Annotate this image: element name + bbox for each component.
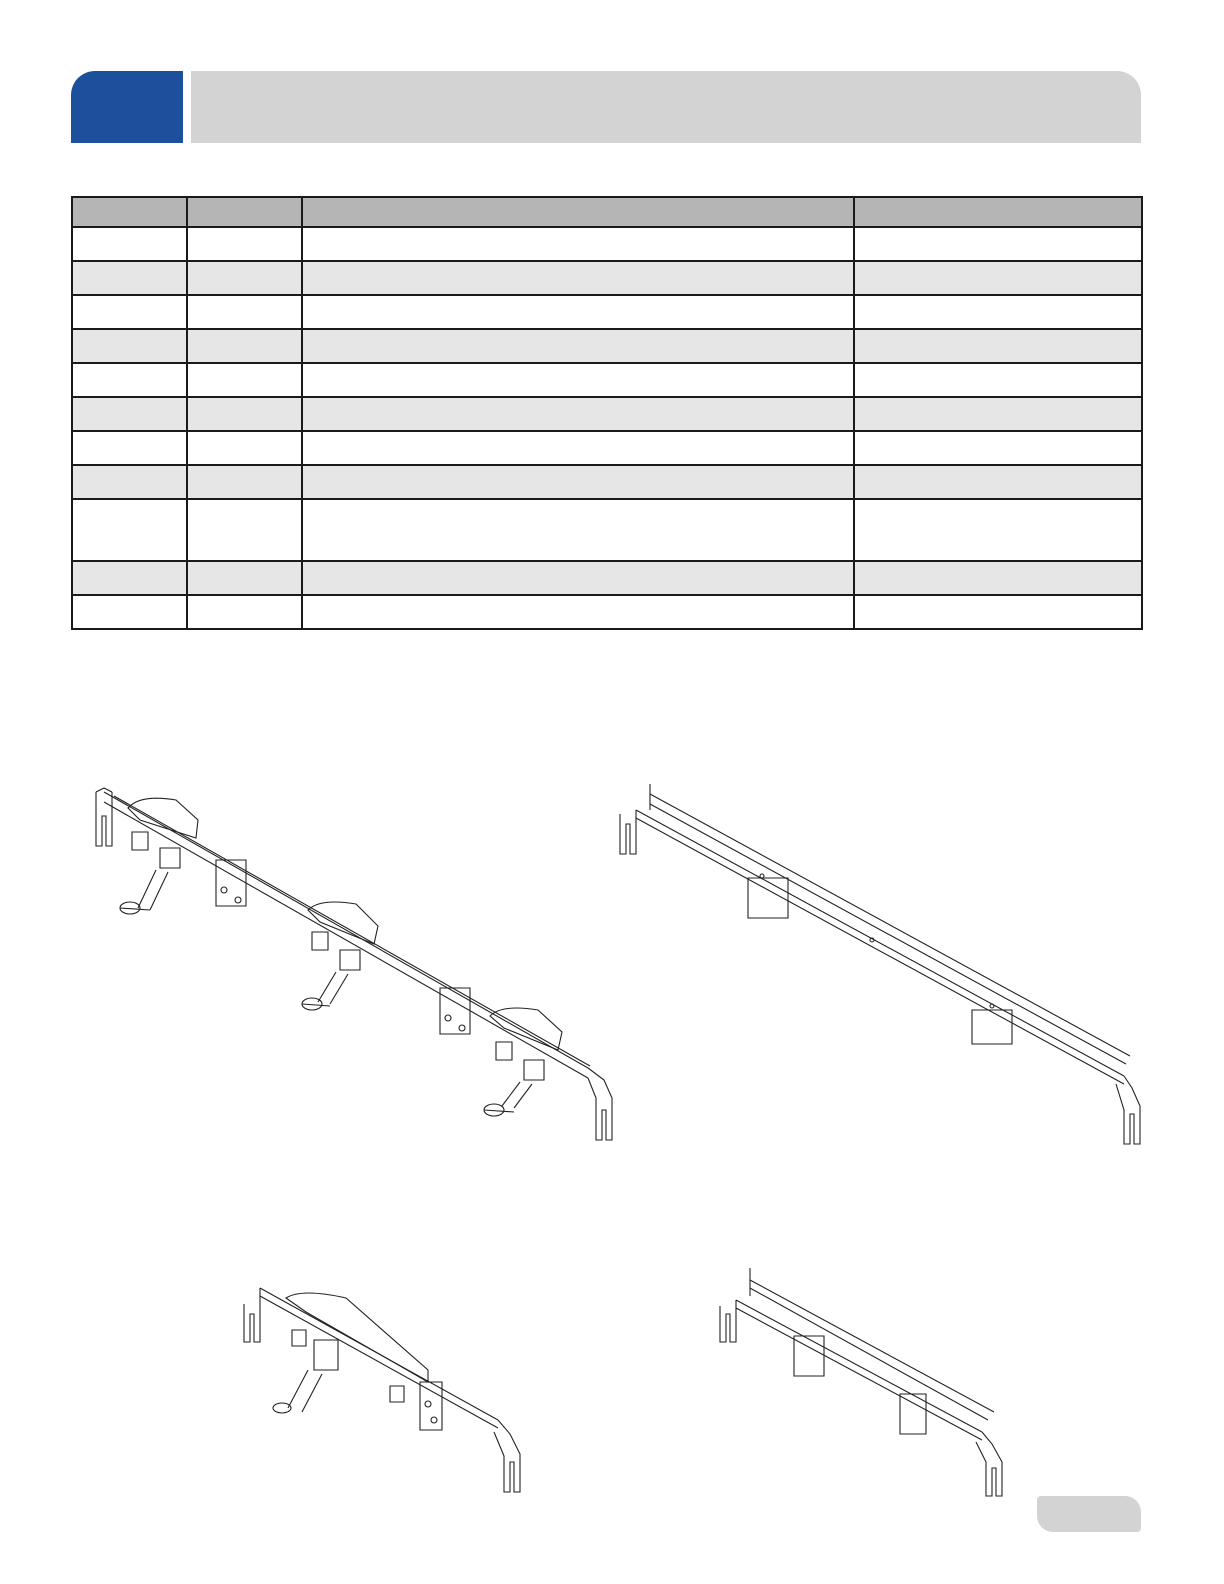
table-cell bbox=[302, 595, 854, 629]
table-cell bbox=[854, 561, 1142, 595]
table-cell bbox=[302, 329, 854, 363]
short-rail-with-arm-figure bbox=[236, 1270, 536, 1500]
table-cell bbox=[187, 295, 302, 329]
section-number-tab bbox=[71, 71, 183, 143]
table-cell bbox=[187, 397, 302, 431]
table-cell bbox=[854, 261, 1142, 295]
table-cell bbox=[854, 329, 1142, 363]
table-cell bbox=[302, 295, 854, 329]
long-rail-plain-figure bbox=[612, 780, 1152, 1145]
short-rail-plain-figure bbox=[712, 1262, 1012, 1502]
table-row bbox=[72, 329, 1142, 363]
table-cell bbox=[854, 397, 1142, 431]
table-cell bbox=[854, 465, 1142, 499]
table-header-row bbox=[72, 197, 1142, 227]
table-cell bbox=[187, 329, 302, 363]
parts-table bbox=[71, 196, 1143, 630]
table-row bbox=[72, 261, 1142, 295]
table-row bbox=[72, 465, 1142, 499]
column-header bbox=[72, 197, 187, 227]
table-cell bbox=[72, 431, 187, 465]
table-row bbox=[72, 397, 1142, 431]
table-row bbox=[72, 595, 1142, 629]
table-cell bbox=[302, 227, 854, 261]
table-cell bbox=[302, 561, 854, 595]
table-row bbox=[72, 363, 1142, 397]
table-cell bbox=[302, 431, 854, 465]
table-cell bbox=[72, 295, 187, 329]
table-row bbox=[72, 499, 1142, 561]
table-row bbox=[72, 431, 1142, 465]
table-row bbox=[72, 561, 1142, 595]
table-cell bbox=[854, 595, 1142, 629]
table-cell bbox=[72, 261, 187, 295]
table-cell bbox=[854, 499, 1142, 561]
table-cell bbox=[854, 295, 1142, 329]
table-cell bbox=[854, 363, 1142, 397]
long-rail-with-arms-figure bbox=[80, 780, 620, 1145]
table-cell bbox=[187, 261, 302, 295]
table-cell bbox=[72, 329, 187, 363]
page-number-tab bbox=[1037, 1496, 1141, 1532]
table-cell bbox=[302, 465, 854, 499]
table-row bbox=[72, 227, 1142, 261]
table-cell bbox=[72, 561, 187, 595]
table-cell bbox=[72, 227, 187, 261]
table-cell bbox=[854, 431, 1142, 465]
section-title-bar bbox=[191, 71, 1141, 143]
table-row bbox=[72, 295, 1142, 329]
table-cell bbox=[302, 363, 854, 397]
table-cell bbox=[854, 227, 1142, 261]
table-cell bbox=[187, 363, 302, 397]
table-cell bbox=[72, 363, 187, 397]
table-cell bbox=[187, 465, 302, 499]
table-cell bbox=[302, 499, 854, 561]
column-header bbox=[187, 197, 302, 227]
table-cell bbox=[72, 397, 187, 431]
table-cell bbox=[72, 465, 187, 499]
table-cell bbox=[187, 227, 302, 261]
table-cell bbox=[302, 397, 854, 431]
table-cell bbox=[72, 499, 187, 561]
column-header bbox=[302, 197, 854, 227]
table-cell bbox=[187, 431, 302, 465]
table-cell bbox=[187, 595, 302, 629]
table-cell bbox=[302, 261, 854, 295]
table-cell bbox=[72, 595, 187, 629]
column-header bbox=[854, 197, 1142, 227]
table-cell bbox=[187, 561, 302, 595]
table-cell bbox=[187, 499, 302, 561]
